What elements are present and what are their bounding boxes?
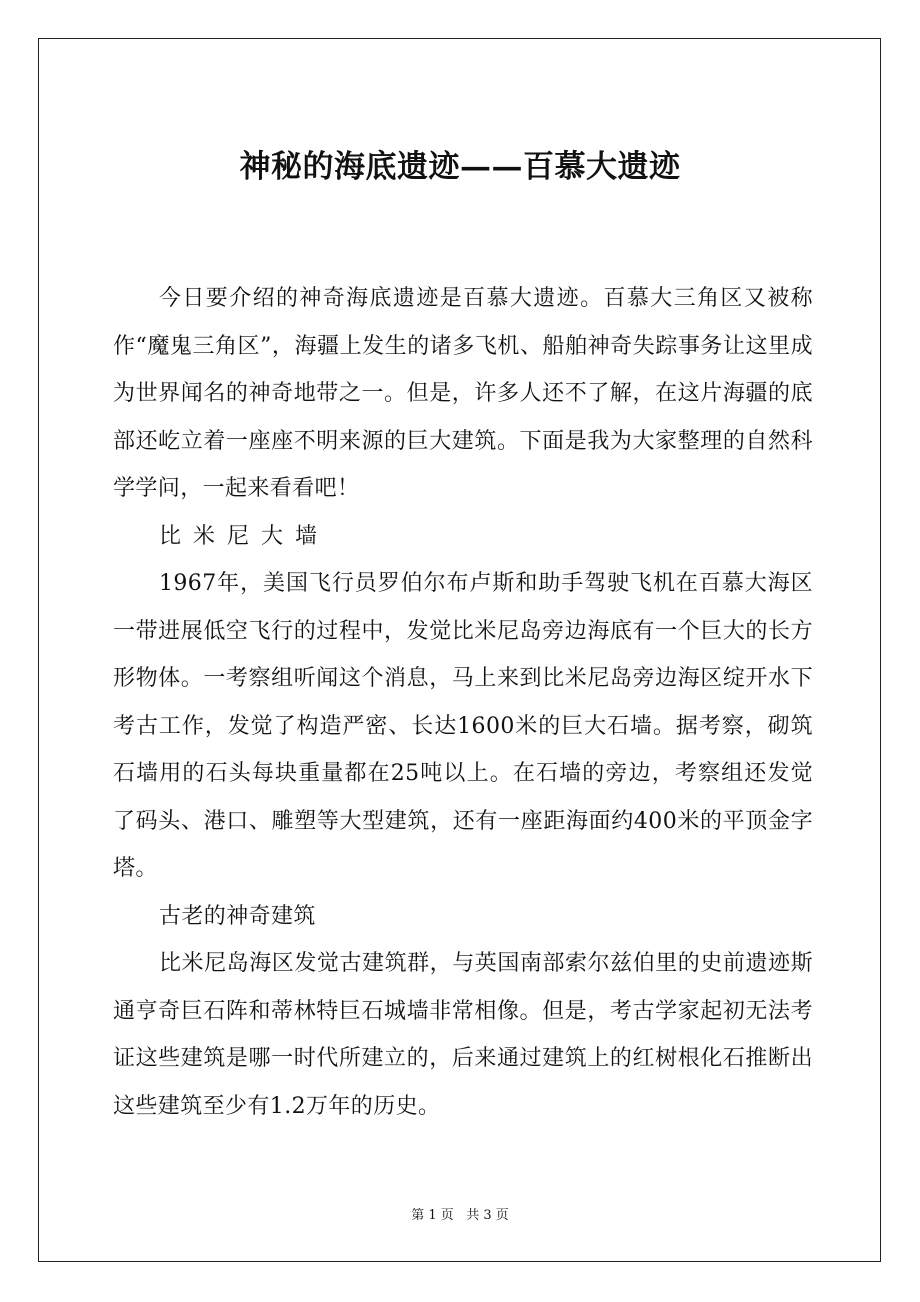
page-number: 第 1 页 共 3 页 — [411, 1208, 509, 1223]
section-heading-bimini-wall: 比米尼大墙 — [159, 523, 330, 549]
bimini-wall-paragraph: 1967年，美国飞行员罗伯尔布卢斯和助手驾驶飞机在百慕大海区一带进展低空飞行的过程中，发觉比米尼岛旁边海底有一个巨大的长方形物体。一考察组听闻这个消息，马上来到比米尼岛旁边海区绽开水下考古工作，发觉了构造严密、长达1600米的巨大石墙。据考察，砌筑石墙用的石头每块重量都在25吨以上。在石墙的旁边，考察组还发觉了码头、港口、雕塑等大型建筑，还有一座距海面约400米的平顶金字塔。 — [113, 571, 813, 881]
document-title: 神秘的海底遗迹——百慕大遗迹 — [239, 149, 681, 185]
page-footer — [0, 1207, 920, 1225]
intro-paragraph: 今日要介绍的神奇海底遗迹是百慕大遗迹。百慕大三角区又被称作“魔鬼三角区”，海疆上发生的诸多飞机、船舶神奇失踪事务让这里成为世界闻名的神奇地带之一。但是，许多人还不了解，在这片海疆的底部还屹立着一座座不明来源的巨大建筑。下面是我为大家整理的自然科学学问，一起来看看吧！ — [113, 286, 813, 501]
document-body — [113, 275, 813, 1130]
section-heading-ancient-buildings: 古老的神奇建筑 — [159, 903, 316, 929]
ancient-buildings-paragraph: 比米尼岛海区发觉古建筑群，与英国南部索尔兹伯里的史前遗迹斯通亨奇巨石阵和蒂林特巨石城墙非常相像。但是，考古学家起初无法考证这些建筑是哪一时代所建立的，后来通过建筑上的红树根化石推断出这些建筑至少有1.2万年的历史。 — [113, 951, 813, 1119]
